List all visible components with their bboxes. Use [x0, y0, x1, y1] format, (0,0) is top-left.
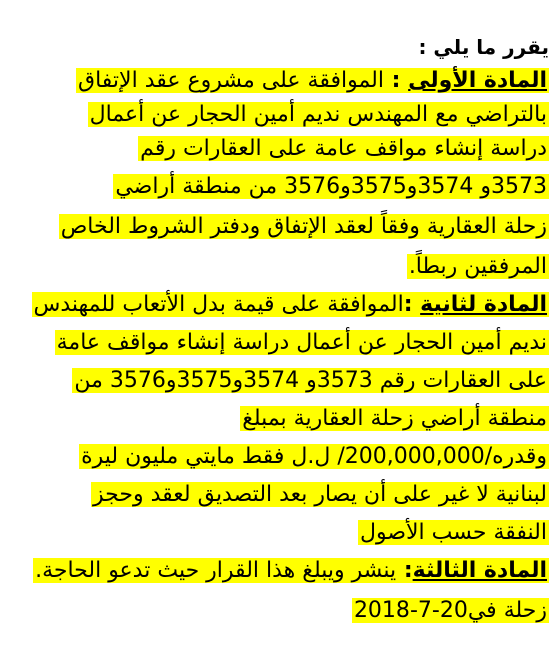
article1-separator: :: [384, 68, 409, 93]
article2-text: منطقة أراضي زحلة العقارية بمبلغ: [242, 406, 547, 431]
intro-line: يقرر ما يلي :: [418, 35, 549, 59]
article2-text: لبنانية لا غير على أن يصار بعد التصديق لعقد وحجز: [93, 482, 547, 507]
article2-text: وقدره/200,000,000/ ل.ل فقط مايتي مليون ليرة: [81, 444, 547, 469]
article1-line: [138, 134, 549, 164]
article2-line: [240, 404, 549, 434]
article2-first-line: [32, 290, 550, 320]
article1-line: [88, 100, 549, 130]
article2-heading: المادة لثانية: [420, 292, 547, 317]
article3-separator: :: [396, 558, 413, 583]
article2-separator: :: [403, 292, 421, 317]
article1-text: 3573و 3574و3575و3576 من منطقة أراضي: [115, 174, 547, 199]
date-line: [352, 596, 549, 626]
article2-text: نديم أمين الحجار عن أعمال دراسة إنشاء مواقف عامة: [56, 330, 547, 355]
article1-first-line: [76, 66, 549, 96]
article2-line: الموافقة على قيمة بدل الأتعاب للمهندس: [33, 292, 404, 317]
date-text: زحلة في20-7-2018: [353, 598, 547, 623]
article2-line: [55, 328, 549, 358]
article1-line: [407, 252, 549, 282]
article3-line: ينشر ويبلغ هذا القرار حيث تدعو الحاجة.: [35, 558, 397, 583]
article2-line: [79, 442, 549, 472]
article1-text: بالتراضي مع المهندس نديم أمين الحجار عن أعمال: [89, 102, 547, 127]
article1-heading: المادة الأولى: [408, 68, 547, 93]
article1-text: المرفقين ربطاً.: [408, 254, 547, 279]
article1-line: [113, 172, 549, 202]
article2-text: النفقة حسب الأصول: [359, 520, 547, 545]
article2-line: [91, 480, 549, 510]
article3-first-line: [33, 556, 549, 586]
article1-line: [59, 212, 549, 242]
article1-line: الموافقة على مشروع عقد الإتفاق: [78, 68, 384, 93]
article1-text: دراسة إنشاء مواقف عامة على العقارات رقم: [140, 136, 547, 161]
article1-text: زحلة العقارية وفقاً لعقد الإتفاق ودفتر الشروط الخاص: [60, 214, 547, 239]
article2-line: [72, 366, 549, 396]
article3-heading: المادة الثالثة: [412, 558, 547, 583]
article2-text: على العقارات رقم 3573و 3574و3575و3576 من: [74, 368, 547, 393]
article2-line: [358, 518, 549, 548]
